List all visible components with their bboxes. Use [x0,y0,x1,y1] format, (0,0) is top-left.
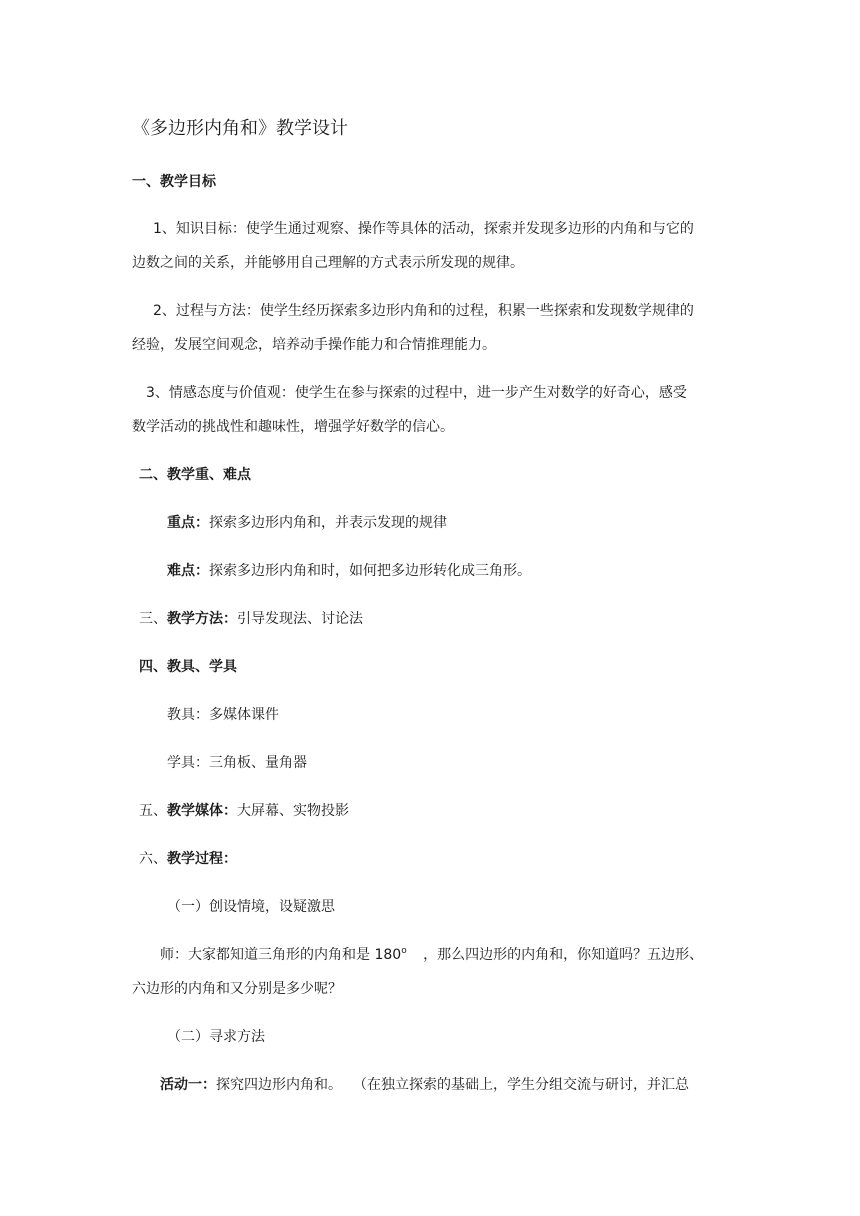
activity-note: （在独立探索的基础上，学生分组交流与研讨，并汇总 [360,1077,689,1093]
page-title: 《多边形内角和》教学设计 [132,118,348,139]
key-point-line [167,513,447,533]
paragraph-line [160,945,703,965]
section-heading-process [139,849,237,869]
subsection-heading: （一）创设情境，设疑激思 [167,899,335,915]
text-fragment: ，那么四边形的内角和，你知道吗？五边形、 [423,947,704,963]
paragraph-line: 经验，发展空间观念，培养动手操作能力和合情推理能力。 [132,337,496,353]
section-number: 三、 [139,611,167,627]
difficulty-text: 探索多边形内角和时，如何把多边形转化成三角形。 [209,563,531,579]
section-text: 大屏幕、实物投影 [237,803,349,819]
degree-value: 180$^o$ [374,946,407,963]
difficulty-label: 难点： [167,563,209,579]
section-label: 教学方法： [167,611,237,627]
section-number: 六、 [139,851,167,867]
paragraph-line: 六边形的内角和又分别是多少呢？ [132,981,342,997]
paragraph-line: 数学活动的挑战性和趣味性，增强学好数学的信心。 [132,419,454,435]
activity-line [160,1075,689,1095]
paragraph-line: 3、情感态度与价值观：使学生在参与探索的过程中，进一步产生对数学的好奇心，感受 [146,385,687,401]
section-number: 五、 [139,803,167,819]
student-tools-line: 学具：三角板、量角器 [167,755,307,771]
paragraph-line: 边数之间的关系，并能够用自己理解的方式表示所发现的规律。 [132,255,524,271]
tools-line: 教具：多媒体课件 [167,707,279,723]
difficulty-line [167,561,531,581]
paragraph-line: 1、知识目标：使学生通过观察、操作等具体的活动，探索并发现多边形的内角和与它的 [153,221,694,237]
subsection-heading: （二）寻求方法 [167,1029,265,1045]
section-heading-media [139,801,349,821]
paragraph-line: 2、过程与方法：使学生经历探索多边形内角和的过程，积累一些探索和发现数学规律的 [153,303,694,319]
section-label: 教学过程： [167,851,237,867]
section-heading-tools: 四、教具、学具 [139,659,237,675]
section-heading-methods [139,609,363,629]
section-heading-objectives: 一、教学目标 [132,174,216,190]
section-heading-key-points: 二、教学重、难点 [139,467,251,483]
text-fragment: 师：大家都知道三角形的内角和是 [160,947,370,963]
activity-label: 活动一： [160,1077,216,1093]
key-point-label: 重点： [167,515,209,531]
key-point-text: 探索多边形内角和，并表示发现的规律 [209,515,447,531]
section-text: 引导发现法、讨论法 [237,611,363,627]
activity-text: 探究四边形内角和。 [216,1077,342,1093]
section-label: 教学媒体： [167,803,237,819]
